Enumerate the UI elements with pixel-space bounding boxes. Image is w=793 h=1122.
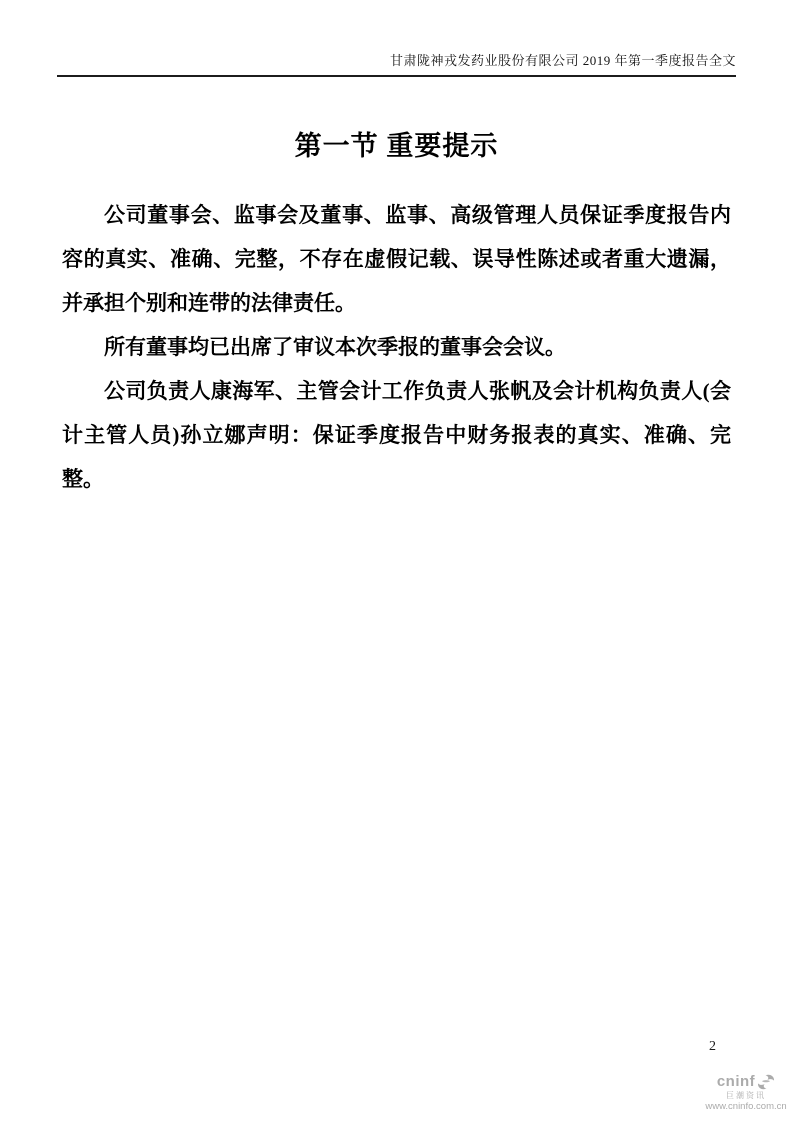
document-body: [62, 193, 731, 501]
section-title: 第一节 重要提示: [294, 131, 499, 161]
watermark-brand-cn: 巨潮资讯: [726, 1090, 766, 1100]
watermark-brand-text: cninf: [716, 1073, 756, 1090]
paragraph-attendance: 所有董事均已出席了审议本次季报的董事会会议。: [104, 335, 566, 359]
cninfo-watermark: [703, 1074, 789, 1113]
watermark-url: www.cninfo.com.cn: [705, 1101, 787, 1113]
page-header: [57, 50, 736, 77]
watermark-brand-row: [703, 1074, 789, 1091]
cninfo-swirl-icon: [757, 1074, 775, 1090]
page-number: 2: [709, 1039, 716, 1054]
header-title: 甘肃陇神戎发药业股份有限公司 2019 年第一季度报告全文: [389, 53, 736, 68]
paragraph-declaration: 公司负责人康海军、主管会计工作负责人张帆及会计机构负责人(会计主管人员)孙立娜声明：保证季度报告中财务报表的真实、准确、完整。: [62, 379, 731, 491]
paragraph-responsibility: 公司董事会、监事会及董事、监事、高级管理人员保证季度报告内容的真实、准确、完整，不存在虚假记载、误导性陈述或者重大遗漏，并承担个别和连带的法律责任。: [62, 203, 731, 315]
